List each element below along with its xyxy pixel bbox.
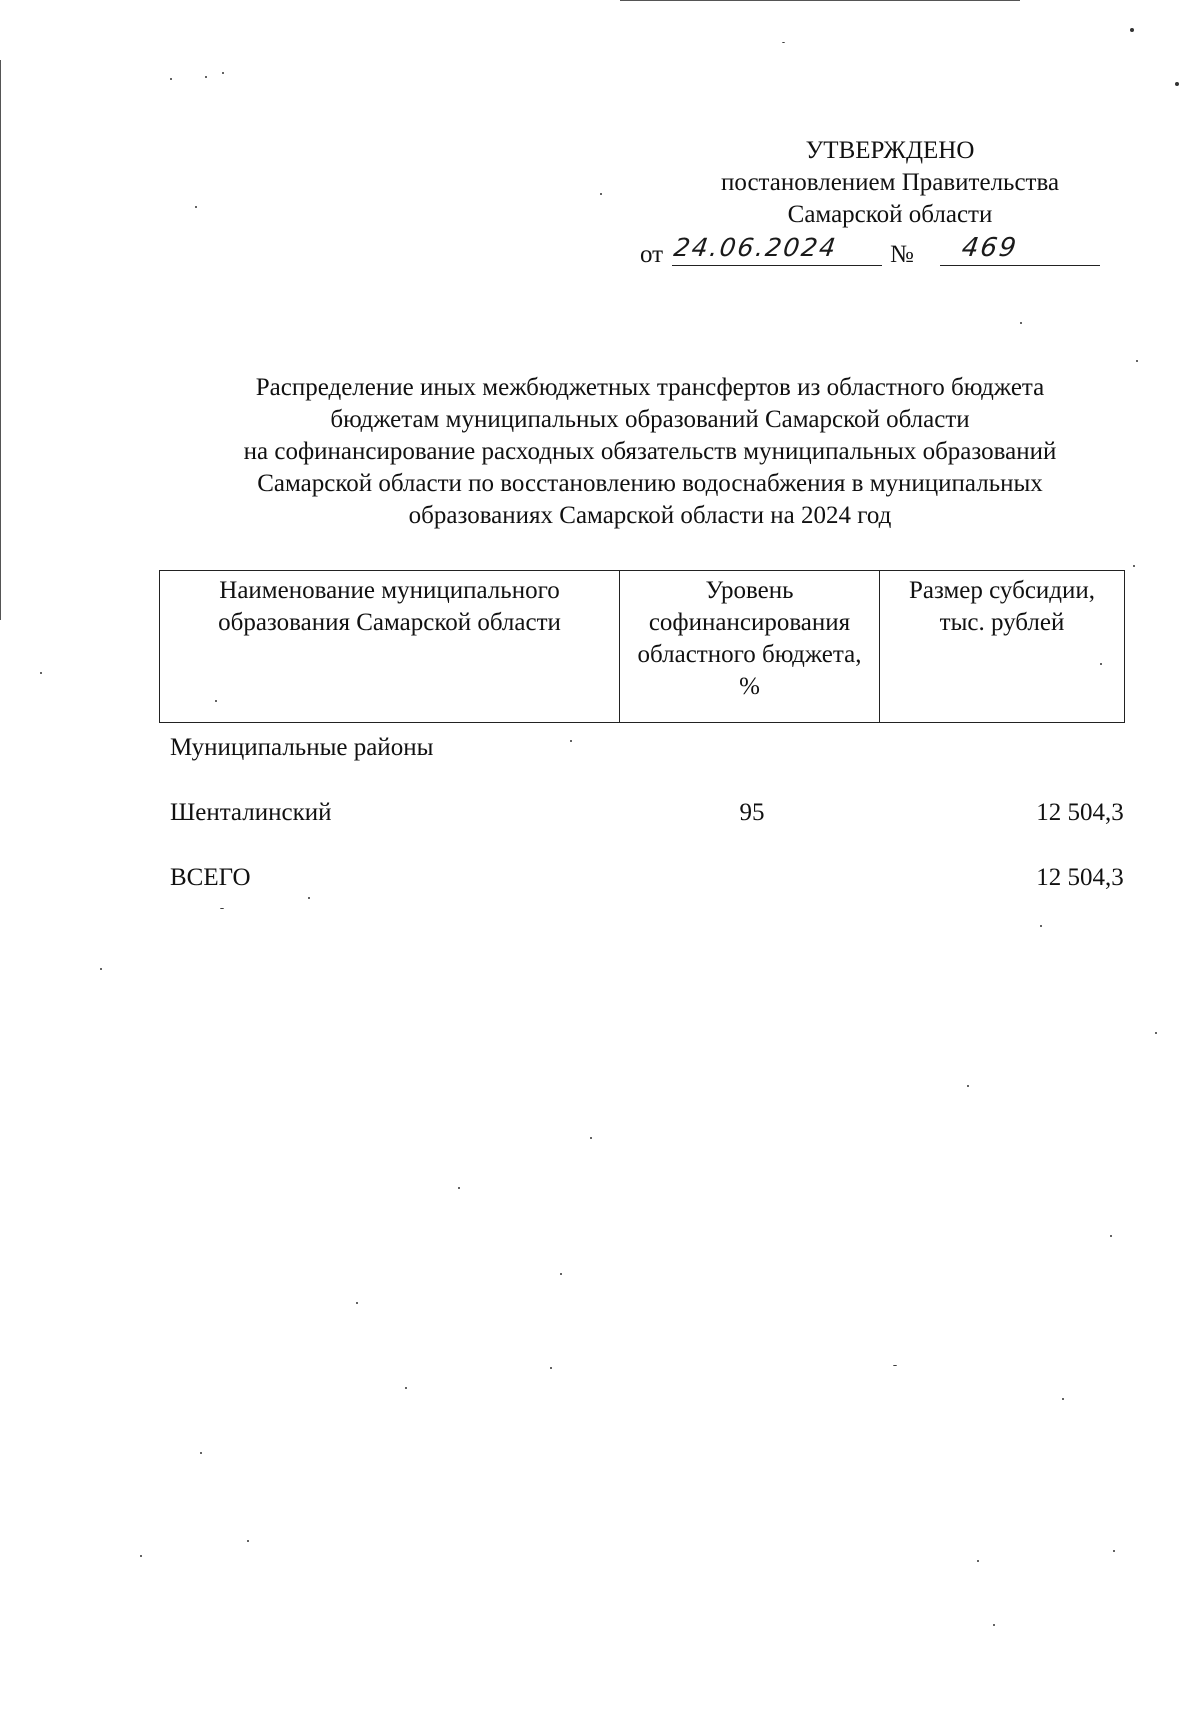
- scan-speck: [1133, 565, 1135, 567]
- header-subsidy-amount: Размер субсидии, тыс. рублей: [880, 571, 1125, 723]
- header-cofinancing-level: Уровень софинансирования областного бюджета, %: [620, 571, 880, 723]
- scan-speck: [550, 1367, 552, 1369]
- scan-speck: [247, 1540, 249, 1542]
- distribution-table: [159, 570, 1125, 723]
- title-line-2: бюджетам муниципальных образований Самарской области: [330, 406, 970, 433]
- scan-speck: [40, 672, 42, 674]
- approval-date-line: [640, 235, 1120, 275]
- title-line-5: образованиях Самарской области на 2024 год: [408, 502, 892, 529]
- scan-speck: [893, 1365, 897, 1366]
- scan-speck: [977, 1560, 979, 1562]
- scan-speck: [405, 1387, 407, 1389]
- scan-speck: [1130, 28, 1134, 32]
- date-field: [672, 235, 882, 266]
- scan-speck: [222, 72, 224, 74]
- scan-speck: [100, 968, 102, 970]
- row-amount: 12 504,3: [1036, 799, 1124, 826]
- scan-speck: [1040, 925, 1042, 927]
- row-name: Шенталинский: [170, 799, 332, 826]
- scan-speck: [195, 206, 197, 208]
- title-line-1: Распределение иных межбюджетных трансфертов из областного бюджета: [255, 374, 1045, 401]
- scan-edge-line: [620, 0, 1020, 1]
- approval-block: [640, 135, 1120, 268]
- scan-speck: [1175, 82, 1179, 86]
- scan-speck: [215, 700, 217, 702]
- scan-speck: [570, 740, 572, 742]
- scan-speck: [205, 76, 207, 78]
- scan-speck: [200, 1452, 202, 1454]
- title-line-4: Самарской области по восстановлению водоснабжения в муниципальных: [257, 470, 1043, 497]
- header-municipality: Наименование муниципального образования Самарской области: [160, 571, 620, 723]
- scan-speck: [967, 1085, 969, 1087]
- handwritten-number: 469: [959, 233, 1020, 263]
- scan-speck: [1020, 322, 1022, 324]
- scan-speck: [1110, 1235, 1112, 1237]
- scan-speck: [600, 193, 602, 195]
- number-label: №: [890, 241, 914, 268]
- scan-speck: [308, 897, 310, 899]
- scan-speck: [140, 1555, 142, 1557]
- scan-speck: [458, 1187, 460, 1189]
- scan-left-edge: [0, 60, 1, 620]
- scan-speck: [560, 1273, 562, 1275]
- number-field: [940, 235, 1100, 266]
- approval-line-1: постановлением Правительства: [720, 169, 1060, 196]
- scan-speck: [170, 78, 172, 80]
- table-header-row: [160, 571, 1125, 723]
- document-title: [150, 372, 1150, 532]
- scan-speck: [590, 1137, 592, 1139]
- scan-speck: [1062, 1398, 1064, 1400]
- scan-speck: [356, 1302, 358, 1304]
- scan-speck: [1155, 1032, 1157, 1034]
- from-label: от: [640, 241, 664, 268]
- scan-speck: [993, 1624, 995, 1626]
- total-label: ВСЕГО: [170, 864, 251, 891]
- scan-speck: [1113, 1550, 1115, 1552]
- approval-line-2: Самарской области: [787, 201, 993, 228]
- total-amount: 12 504,3: [1036, 864, 1124, 891]
- handwritten-date: 24.06.2024: [672, 233, 840, 262]
- scan-speck: [1100, 663, 1102, 665]
- scan-speck: [220, 908, 224, 909]
- section-label: Муниципальные районы: [170, 734, 434, 761]
- scan-speck: [782, 42, 785, 43]
- row-level: 95: [739, 799, 765, 826]
- scan-speck: [1136, 360, 1138, 362]
- title-line-3: на софинансирование расходных обязательств муниципальных образований: [243, 438, 1057, 465]
- approval-heading: УТВЕРЖДЕНО: [805, 137, 975, 164]
